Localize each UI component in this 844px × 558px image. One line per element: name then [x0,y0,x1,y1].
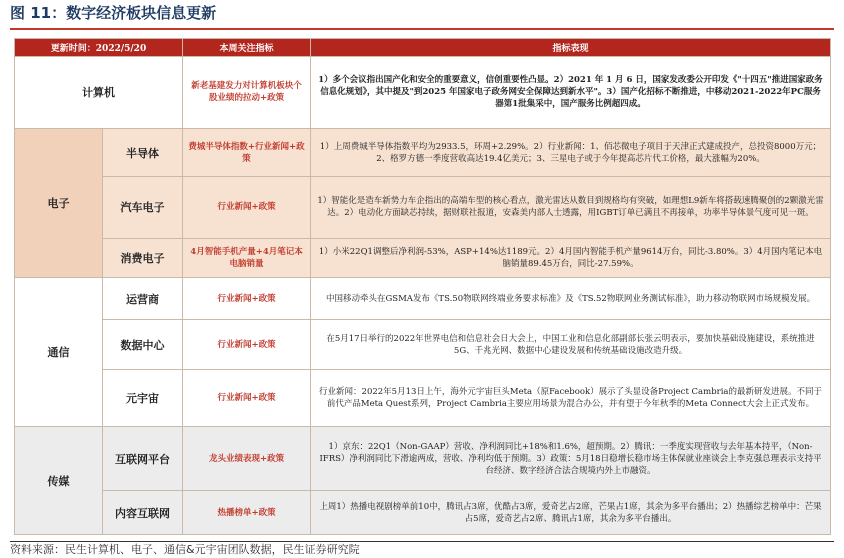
sector-computer: 计算机 [15,56,183,128]
table-row [15,177,831,238]
focus-data-center: 行业新闻+政策 [183,319,311,369]
focus-auto-electronics: 行业新闻+政策 [183,177,311,238]
sub-semiconductor: 半导体 [103,128,183,176]
perf-computer: 1）多个会议指出国产化和安全的重要意义，信创重要性凸显。2）2021 年 1 月 6 日，国家发改委公开印发《"十四五"推进国家政务信息化规划》，其中提及"到2025 年国家电子政务网安全保障达到新水平"。3）国产化招标不断推进，中移动2021-2022年PC服务器第1批集采中，国产服务比例超四成。 [311,56,831,128]
focus-content-internet: 热播榜单+政策 [183,491,311,535]
table-row [15,370,831,427]
focus-operators: 行业新闻+政策 [183,278,311,320]
sector-electronics: 电子 [15,128,103,277]
table-row [15,56,831,128]
header-update-time: 更新时间：2022/5/20 [15,39,183,57]
perf-semiconductor: 1）上周费城半导体指数平均为2933.5，环周+2.29%。2）行业新闻：1、佰芯微电子项目于天津正式建成投产，总投资8000万元；2、格罗方德一季度营收高达19.4亿美元；3、三星电子或于今年提高芯片代工价格，最大涨幅为20%。 [311,128,831,176]
sub-operators: 运营商 [103,278,183,320]
table-row [15,491,831,535]
sector-telecom: 通信 [15,278,103,427]
info-table-wrapper [14,38,830,535]
sub-consumer-electronics: 消费电子 [103,238,183,278]
sub-auto-electronics: 汽车电子 [103,177,183,238]
perf-consumer-electronics: 1）小米22Q1调整后净利润-53%，ASP+14%达1189元。2）4月国内智能手机产量9614万台，同比-3.80%。3）4月国内笔记本电脑销量89.45万台，同比-27.59%。 [311,238,831,278]
perf-operators: 中国移动牵头在GSMA发布《TS.50物联网终端业务要求标准》及《TS.52物联网业务测试标准》，助力移动物联网市场规模发展。 [311,278,831,320]
table-header-row [15,39,831,57]
perf-content-internet: 上周1）热播电视剧榜单前10中，腾讯占3席，优酷占3席，爱奇艺占2席，芒果占1席，其余为多平台播出；2）热播综艺榜单中：芒果占5席，爱奇艺占2席、腾讯占1席，其余为多平台播出。 [311,491,831,535]
table-row [15,128,831,176]
sub-content-internet: 内容互联网 [103,491,183,535]
perf-auto-electronics: 1）智能化是造车新势力车企指出的高端车型的核心看点，激光雷达从数目到规格均有突破，如理想L9新车将搭载速腾聚创的2颗激光雷达。2）电动化方面缺芯持续，据财联社报道，安森美内部人士透露，用IGBT订单已满且不再接单，功率半导体景气度可见一斑。 [311,177,831,238]
focus-computer: 新老基建发力对计算机板块个股业绩的拉动+政策 [183,56,311,128]
header-performance: 指标表现 [311,39,831,57]
figure-title: 图 11：数字经济板块信息更新 [10,0,834,30]
table-row [15,278,831,320]
focus-semiconductor: 费城半导体指数+行业新闻+政策 [183,128,311,176]
table-row [15,427,831,491]
source-footnote: 资料来源：民生计算机、电子、通信&元宇宙团队数据，民生证券研究院 [10,541,834,558]
sub-internet-platform: 互联网平台 [103,427,183,491]
sub-data-center: 数据中心 [103,319,183,369]
sector-info-table [14,38,831,535]
sub-metaverse: 元宇宙 [103,370,183,427]
focus-internet-platform: 龙头业绩表现+政策 [183,427,311,491]
focus-metaverse: 行业新闻+政策 [183,370,311,427]
table-row [15,238,831,278]
perf-metaverse: 行业新闻：2022年5月13日上午，海外元宇宙巨头Meta（原Facebook）展示了头显设备Project Cambria的最新研发进展。不同于前代产品Meta Quest系列，Project Cambria主要应用场景为混合办公，并有望于今年秋季的Meta Connect大会上正式发布。 [311,370,831,427]
table-row [15,319,831,369]
header-focus: 本周关注指标 [183,39,311,57]
focus-consumer-electronics: 4月智能手机产量+4月笔记本电脑销量 [183,238,311,278]
perf-internet-platform: 1）京东：22Q1（Non-GAAP）营收、净利润同比+18%和1.6%，超预期。2）腾讯：一季度实现营收与去年基本持平，（Non-IFRS）净利润同比下滑逾两成，营收、净利均低于预期。3）政策：5月18日稳增长稳市场主体保就业座谈会上李克强总理表示支持平台经济、数字经济合法合规境内外上市融资。 [311,427,831,491]
perf-data-center: 在5月17日举行的2022年世界电信和信息社会日大会上，中国工业和信息化部副部长张云明表示，要加快基础设施建设，系统推进5G、千兆光网、数据中心建设发展和传统基础设施改造升级。 [311,319,831,369]
sector-media: 传媒 [15,427,103,535]
